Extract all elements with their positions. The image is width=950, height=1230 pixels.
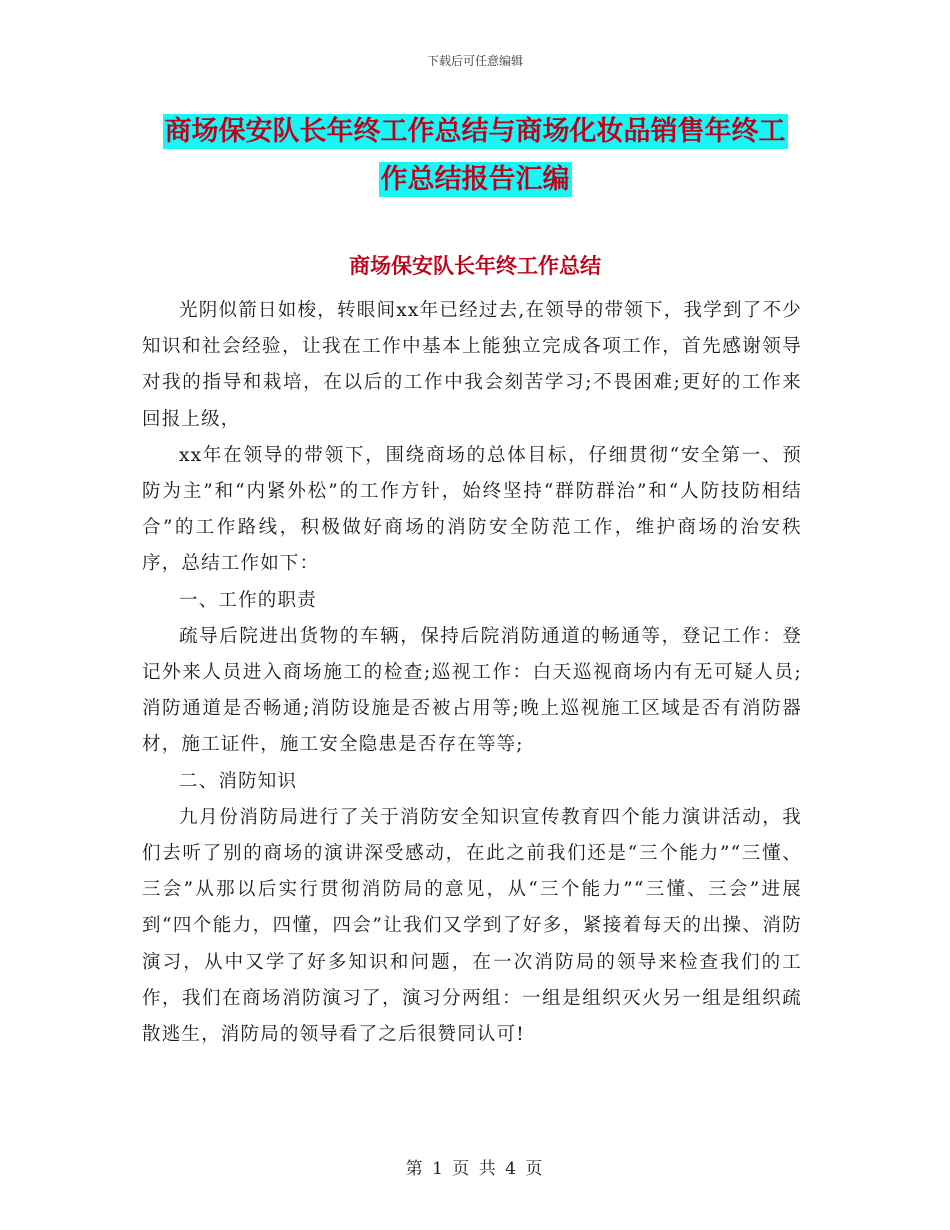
page-footer: 第 1 页 共 4 页 <box>405 1159 545 1179</box>
document-title <box>140 108 810 204</box>
heading-job-duties: 一、工作的职责 <box>179 589 317 611</box>
body-paragraph-fire-knowledge: 九月份消防局进行了关于消防安全知识宣传教育四个能力演讲活动，我们去听了别的商场的演讲深受感动，在此之前我们还是“三个能力”“三懂、三会”从那以后实行贯彻消防局的意见，从“三个能力”“三懂、三会”进展到“四个能力，四懂，四会”让我们又学到了好多，紧接着每天的出操、消防演习，从中又学了好多知识和问题，在一次消防局的领导来检查我们的工作，我们在商场消防演习了，演习分两组：一组是组织灭火另一组是组织疏散逃生，消防局的领导看了之后很赞同认可! <box>142 806 802 1046</box>
body-paragraph-duties: 疏导后院进出货物的车辆，保持后院消防通道的畅通等，登记工作：登记外来人员进入商场施工的检查;巡视工作：白天巡视商场内有无可疑人员;消防通道是否畅通;消防设施是否被占用等;晚上巡视施工区域是否有消防器材，施工证件，施工安全隐患是否存在等等; <box>142 625 802 756</box>
document-title-line-2: 作总结报告汇编 <box>380 164 570 195</box>
document-title-line-1: 商场保安队长年终工作总结与商场化妆品销售年终工 <box>164 116 786 147</box>
header-note: 下载后可任意编辑 <box>426 54 523 68</box>
section-title: 商场保安队长年终工作总结 <box>349 254 601 278</box>
body-paragraph-intro: 光阴似箭日如梭，转眼间xx年已经过去,在领导的带领下，我学到了不少知识和社会经验，让我在工作中基本上能独立完成各项工作，首先感谢领导对我的指导和栽培，在以后的工作中我会刻苦学习;不畏困难;更好的工作来回报上级， <box>142 300 802 430</box>
document-body <box>142 293 802 1053</box>
heading-fire-knowledge: 二、消防知识 <box>179 770 298 792</box>
body-paragraph-summary: xx年在领导的带领下，围绕商场的总体目标，仔细贯彻“安全第一、预防为主”和“内紧外松”的工作方针，始终坚持“群防群治”和“人防技防相结合”的工作路线，积极做好商场的消防安全防范工作，维护商场的治安秩序，总结工作如下： <box>142 444 802 575</box>
